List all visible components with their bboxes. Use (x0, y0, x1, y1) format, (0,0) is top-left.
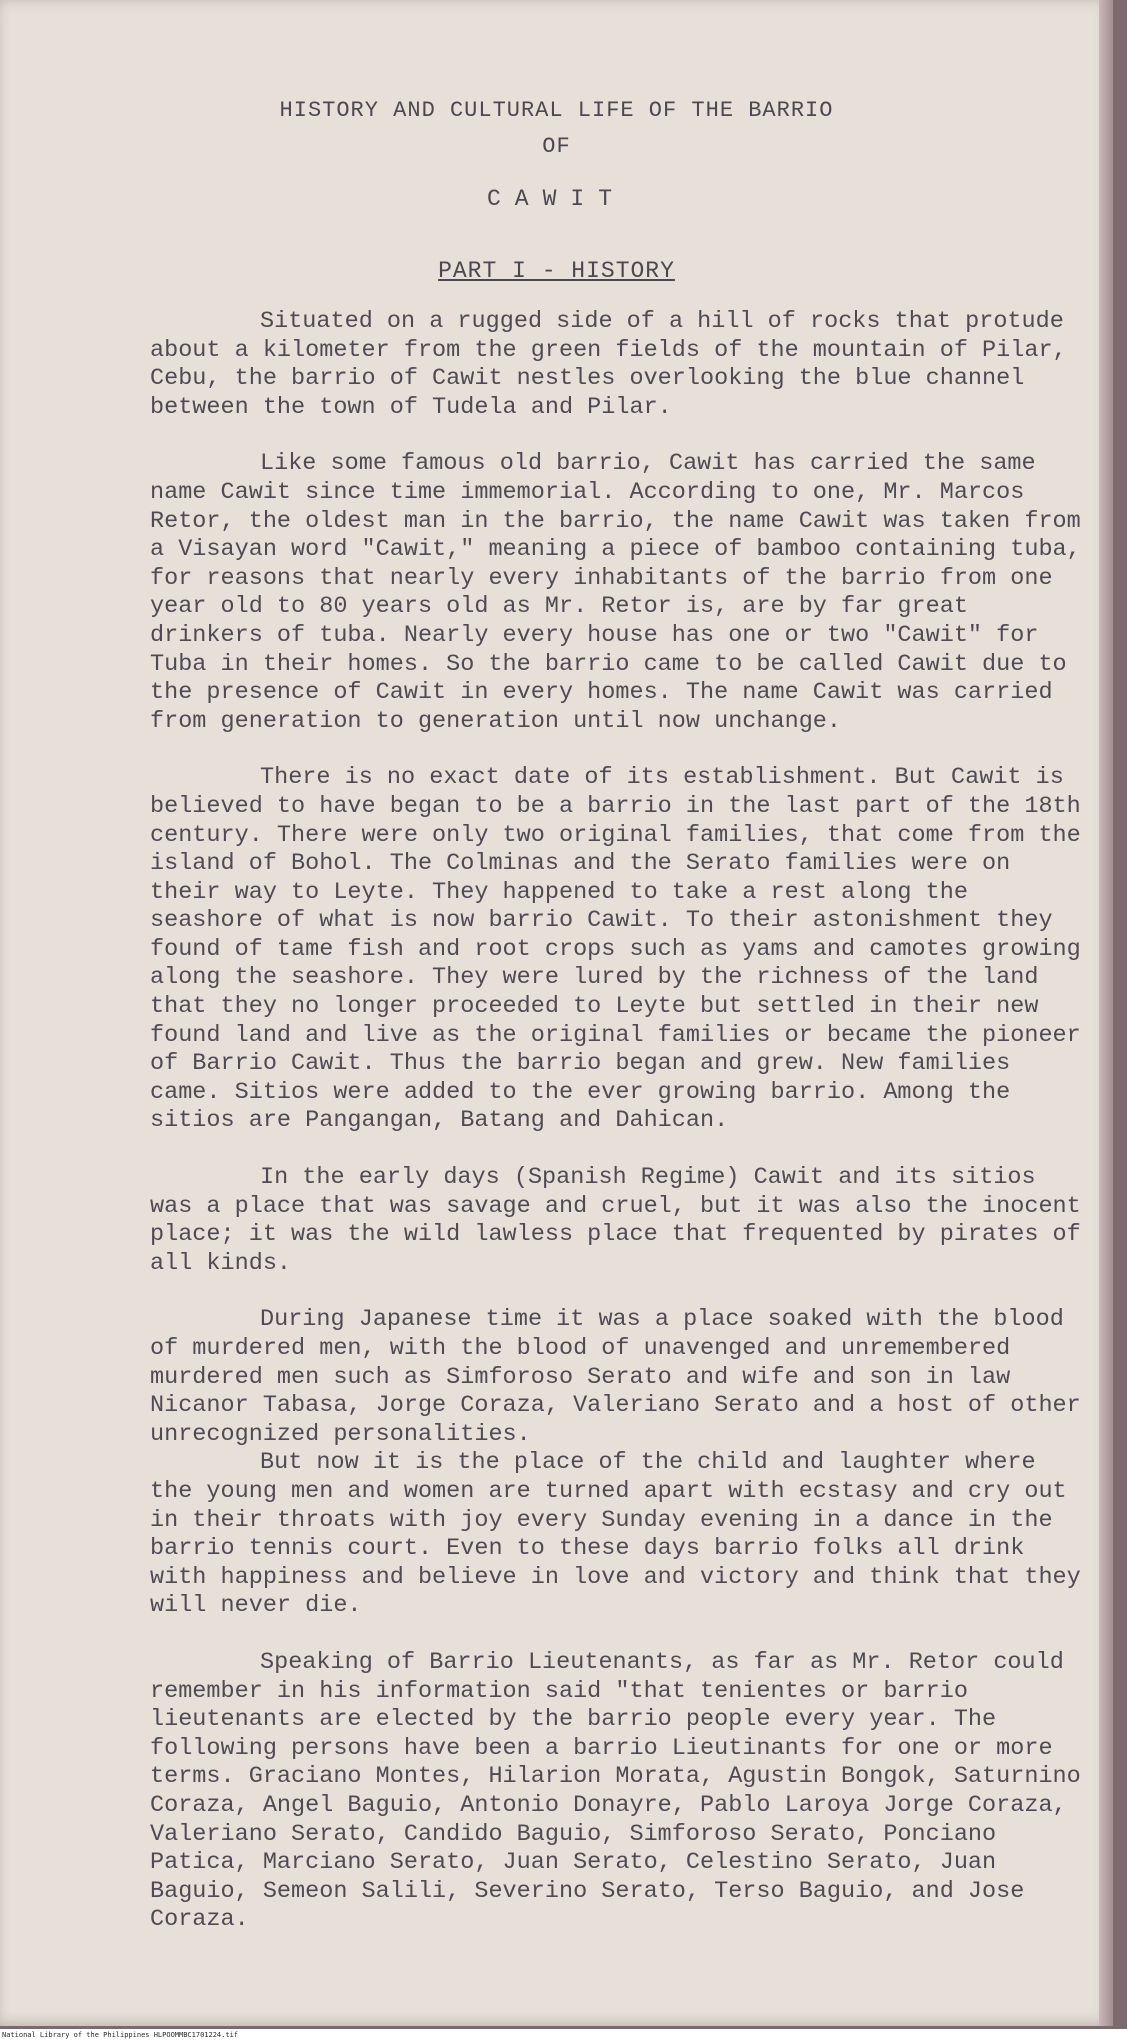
paragraph-present-day: But now it is the place of the child and laughter where the young men and women are turned apart with ecstasy and cry out in their throats with joy every Sunday evening in a dance in the barrio tennis court. Even to these days barrio folks all drink with happiness and believe in love and victory and think that they will never die. (150, 1449, 1081, 1620)
paragraph-name-origin: Like some famous old barrio, Cawit has carried the same name Cawit since time immemorial. According to one, Mr. Marcos Retor, the oldest man in the barrio, the name Cawit was taken from a Visayan word "Cawit," meaning a piece of bamboo containing tuba, for reasons that nearly every inhabitants of the barrio from one year old to 80 years old as Mr. Retor is, are by far great drinkers of tuba. Nearly every house has one or two "Cawit" for Tuba in their homes. So the barrio came to be called Cawit due to the presence of Cawit in every homes. The name Cawit was carried from generation to generation until now unchange. (150, 450, 1081, 735)
document-title-of: OF (542, 134, 571, 159)
barrio-name: CAWIT (486, 186, 626, 212)
paragraph-japanese-time: During Japanese time it was a place soaked with the blood of murdered men, with the blood of unavenged and unremembered murdered men such as Simforoso Serato and wife and son in law Nicanor Tabasa, Jorge Coraza, Valeriano Serato and a host of other unrecognized personalities. (150, 1306, 1081, 1448)
paragraph-spanish-regime: In the early days (Spanish Regime) Cawit and its sitios was a place that was savage and cruel, but it was also the inocent place; it was the wild lawless place that frequented by pirates of all kinds. (150, 1164, 1081, 1277)
document-body (150, 308, 1090, 1963)
document-title: HISTORY AND CULTURAL LIFE OF THE BARRIO (279, 98, 834, 123)
section-heading: PART I - HISTORY (438, 258, 675, 284)
page-edge (1099, 0, 1113, 2026)
paragraph-location: Situated on a rugged side of a hill of rocks that protude about a kilometer from the green fields of the mountain of Pilar, Cebu, the barrio of Cawit nestles overlooking the blue channel between the town of Tudela and Pilar. (150, 308, 1067, 421)
paragraph-lieutenants: Speaking of Barrio Lieutenants, as far as Mr. Retor could remember in his information said "that tenientes or barrio lieutenants are elected by the barrio people every year. The following persons have been a barrio Lieutinants for one or more terms. Graciano Montes, Hilarion Morata, Agustin Bongok, Saturnino Coraza, Angel Baguio, Antonio Donayre, Pablo Laroya Jorge Coraza, Valeriano Serato, Candido Baguio, Simforoso Serato, Ponciano Patica, Marciano Serato, Juan Serato, Celestino Serato, Juan Baguio, Semeon Salili, Severino Serato, Terso Baguio, and Jose Coraza. (150, 1648, 1081, 1934)
scan-footer: National Library of the Philippines HLPOOMMBC1701224.tif (0, 2029, 1127, 2041)
paragraph-establishment: There is no exact date of its establishment. But Cawit is believed to have began to be a barrio in the last part of the 18th century. There were only two original families, that come from the island of Bohol. The Colminas and the Serato families were on their way to Leyte. They happened to take a rest along the seashore of what is now barrio Cawit. To their astonishment they found of tame fish and root crops such as yams and camotes growing along the seashore. They were lured by the richness of the land that they no longer proceeded to Leyte but settled in their new found land and live as the original families or became the pioneer of Barrio Cawit. Thus the barrio began and grew. New families came. Sitios were added to the ever growing barrio. Among the sitios are Pangangan, Batang and Dahican. (150, 764, 1081, 1135)
